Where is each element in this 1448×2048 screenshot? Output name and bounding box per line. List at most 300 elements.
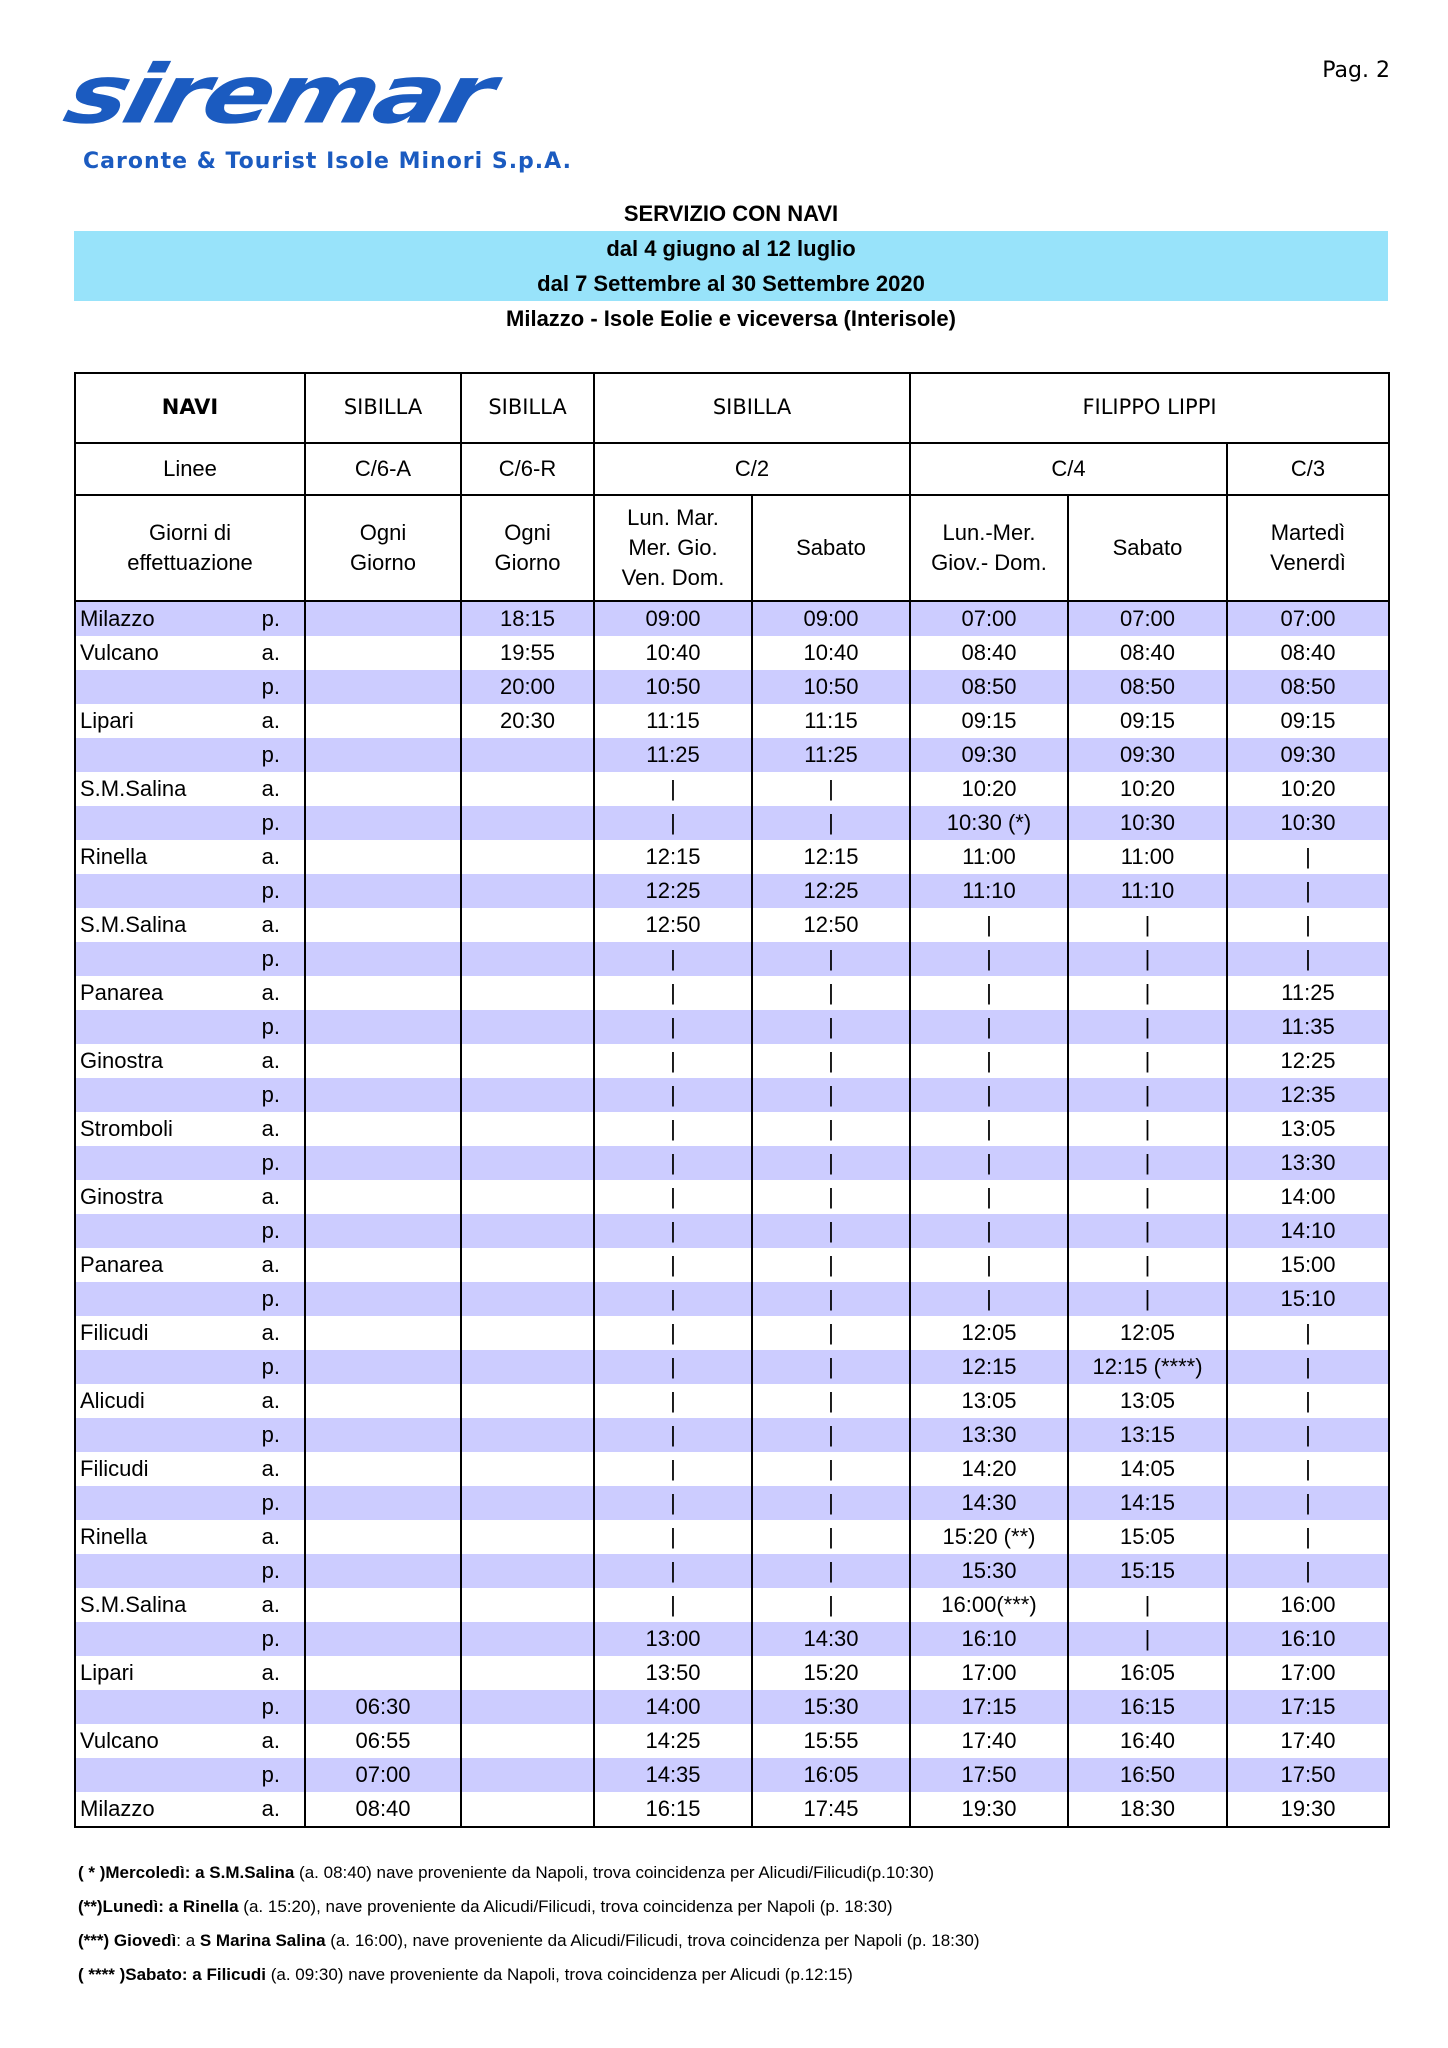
stop-type: a. bbox=[255, 636, 305, 670]
stop-type: a. bbox=[255, 1248, 305, 1282]
service-title: SERVIZIO CON NAVI bbox=[623, 201, 839, 226]
time-cell: | bbox=[752, 942, 910, 976]
giorni-label: Giorni di effettuazione bbox=[75, 495, 305, 601]
time-cell bbox=[461, 908, 594, 942]
station-name: Rinella bbox=[75, 1520, 255, 1554]
stop-type: a. bbox=[255, 840, 305, 874]
time-cell: 16:50 bbox=[1068, 1758, 1227, 1792]
time-cell bbox=[305, 601, 461, 636]
table-row bbox=[75, 908, 1389, 942]
route-title: Milazzo - Isole Eolie e viceversa (Interisole) bbox=[506, 306, 956, 331]
time-cell: | bbox=[594, 1044, 752, 1078]
time-cell bbox=[305, 1418, 461, 1452]
time-cell: 14:20 bbox=[910, 1452, 1068, 1486]
time-cell: 08:40 bbox=[910, 636, 1068, 670]
time-cell: | bbox=[594, 976, 752, 1010]
stop-type: a. bbox=[255, 976, 305, 1010]
station-name: Vulcano bbox=[75, 636, 255, 670]
time-cell: 13:05 bbox=[1068, 1384, 1227, 1418]
footnote-text: (a. 15:20), nave proveniente da Alicudi/Filicudi, trova coincidenza per Napoli (p. 18:30) bbox=[238, 1897, 893, 1916]
time-cell: 07:00 bbox=[305, 1758, 461, 1792]
table-row bbox=[75, 601, 1389, 636]
time-cell bbox=[461, 1792, 594, 1827]
footnote-text: (a. 16:00), nave proveniente da Alicudi/Filicudi, trova coincidenza per Napoli (p. 18:30) bbox=[325, 1931, 980, 1950]
stop-type: p. bbox=[255, 1418, 305, 1452]
stop-type: p. bbox=[255, 601, 305, 636]
station-name bbox=[75, 1146, 255, 1180]
footnote bbox=[78, 1964, 853, 1986]
time-cell: | bbox=[752, 1418, 910, 1452]
table-row bbox=[75, 1180, 1389, 1214]
time-cell: | bbox=[594, 1316, 752, 1350]
time-cell bbox=[461, 1078, 594, 1112]
time-cell: | bbox=[752, 806, 910, 840]
time-cell: 06:55 bbox=[305, 1724, 461, 1758]
footnote-bold-text: (***) Giovedì bbox=[78, 1931, 177, 1950]
table-row bbox=[75, 1452, 1389, 1486]
time-cell: 10:30 bbox=[1227, 806, 1389, 840]
time-cell: | bbox=[1068, 942, 1227, 976]
time-cell bbox=[305, 1350, 461, 1384]
table-row bbox=[75, 1350, 1389, 1384]
time-cell: 12:15 bbox=[910, 1350, 1068, 1384]
stop-type: a. bbox=[255, 1724, 305, 1758]
time-cell: 14:05 bbox=[1068, 1452, 1227, 1486]
time-cell: | bbox=[594, 772, 752, 806]
stop-type: p. bbox=[255, 1690, 305, 1724]
time-cell: 09:15 bbox=[1068, 704, 1227, 738]
time-cell: | bbox=[910, 1078, 1068, 1112]
line-cell: C/2 bbox=[594, 443, 910, 495]
timetable bbox=[74, 372, 1390, 1828]
time-cell bbox=[461, 840, 594, 874]
time-cell: 16:10 bbox=[1227, 1622, 1389, 1656]
time-cell bbox=[461, 1112, 594, 1146]
time-cell: 16:15 bbox=[1068, 1690, 1227, 1724]
time-cell: | bbox=[752, 1214, 910, 1248]
time-cell: 12:05 bbox=[910, 1316, 1068, 1350]
line-cell: C/6-A bbox=[305, 443, 461, 495]
days-cell: Lun.-Mer. Giov.- Dom. bbox=[910, 495, 1068, 601]
time-cell: | bbox=[1227, 840, 1389, 874]
time-cell bbox=[305, 806, 461, 840]
time-cell: 14:25 bbox=[594, 1724, 752, 1758]
time-cell: 14:00 bbox=[594, 1690, 752, 1724]
stop-type: a. bbox=[255, 1792, 305, 1827]
time-cell: | bbox=[752, 1520, 910, 1554]
time-cell: 19:30 bbox=[910, 1792, 1068, 1827]
table-row bbox=[75, 1078, 1389, 1112]
time-cell: 08:40 bbox=[1227, 636, 1389, 670]
time-cell: | bbox=[594, 1010, 752, 1044]
table-row bbox=[75, 1724, 1389, 1758]
time-cell: 13:05 bbox=[1227, 1112, 1389, 1146]
time-cell bbox=[461, 1044, 594, 1078]
time-cell: 10:20 bbox=[1227, 772, 1389, 806]
table-row bbox=[75, 1656, 1389, 1690]
time-cell bbox=[461, 1622, 594, 1656]
time-cell: | bbox=[1227, 1452, 1389, 1486]
footnote-bold-text: ( * )Mercoledì: a S.M.Salina bbox=[78, 1863, 295, 1882]
time-cell: | bbox=[1068, 1010, 1227, 1044]
station-name bbox=[75, 1486, 255, 1520]
table-row bbox=[75, 806, 1389, 840]
time-cell: 19:55 bbox=[461, 636, 594, 670]
time-cell: 11:15 bbox=[752, 704, 910, 738]
time-cell: 17:00 bbox=[1227, 1656, 1389, 1690]
station-name: Lipari bbox=[75, 1656, 255, 1690]
time-cell bbox=[305, 942, 461, 976]
time-cell bbox=[461, 1486, 594, 1520]
time-cell: 16:00 bbox=[1227, 1588, 1389, 1622]
time-cell bbox=[305, 1078, 461, 1112]
time-cell bbox=[305, 636, 461, 670]
time-cell bbox=[305, 1282, 461, 1316]
time-cell bbox=[461, 1724, 594, 1758]
time-cell: 16:10 bbox=[910, 1622, 1068, 1656]
line-cell: C/3 bbox=[1227, 443, 1389, 495]
footnote-text: (a. 08:40) nave proveniente da Napoli, trova coincidenza per Alicudi/Filicudi(p.10:30) bbox=[294, 1863, 935, 1882]
time-cell: | bbox=[752, 772, 910, 806]
time-cell: 13:30 bbox=[1227, 1146, 1389, 1180]
time-cell bbox=[461, 1758, 594, 1792]
date-range-2: dal 7 Settembre al 30 Settembre 2020 bbox=[537, 271, 925, 296]
days-cell: Lun. Mar. Mer. Gio. Ven. Dom. bbox=[594, 495, 752, 601]
stop-type: p. bbox=[255, 1350, 305, 1384]
time-cell: 12:25 bbox=[752, 874, 910, 908]
table-row bbox=[75, 874, 1389, 908]
days-cell: Ogni Giorno bbox=[305, 495, 461, 601]
stop-type: p. bbox=[255, 1486, 305, 1520]
time-cell bbox=[305, 1486, 461, 1520]
logo-wordmark: siremar bbox=[56, 47, 502, 143]
table-row bbox=[75, 1418, 1389, 1452]
time-cell bbox=[461, 1350, 594, 1384]
stop-type: a. bbox=[255, 1180, 305, 1214]
table-row bbox=[75, 772, 1389, 806]
station-name bbox=[75, 1078, 255, 1112]
time-cell: 13:00 bbox=[594, 1622, 752, 1656]
time-cell: | bbox=[910, 1180, 1068, 1214]
footnote-text: (a. 09:30) nave proveniente da Napoli, trova coincidenza per Alicudi (p.12:15) bbox=[265, 1965, 853, 1984]
time-cell bbox=[461, 1010, 594, 1044]
time-cell: | bbox=[752, 1452, 910, 1486]
time-cell: | bbox=[594, 1452, 752, 1486]
time-cell: 19:30 bbox=[1227, 1792, 1389, 1827]
station-name bbox=[75, 738, 255, 772]
time-cell: 11:25 bbox=[1227, 976, 1389, 1010]
stop-type: p. bbox=[255, 1078, 305, 1112]
time-cell: 13:05 bbox=[910, 1384, 1068, 1418]
time-cell: | bbox=[1227, 1384, 1389, 1418]
time-cell bbox=[461, 1282, 594, 1316]
stop-type: a. bbox=[255, 1044, 305, 1078]
time-cell: | bbox=[1227, 1316, 1389, 1350]
time-cell: | bbox=[1068, 1282, 1227, 1316]
table-row bbox=[75, 1010, 1389, 1044]
time-cell bbox=[305, 1044, 461, 1078]
time-cell: | bbox=[752, 1078, 910, 1112]
time-cell bbox=[461, 1180, 594, 1214]
station-name: Vulcano bbox=[75, 1724, 255, 1758]
stop-type: a. bbox=[255, 908, 305, 942]
time-cell: 20:30 bbox=[461, 704, 594, 738]
time-cell: | bbox=[752, 1384, 910, 1418]
station-name: Panarea bbox=[75, 976, 255, 1010]
time-cell: 10:20 bbox=[910, 772, 1068, 806]
time-cell: 07:00 bbox=[910, 601, 1068, 636]
time-cell: 15:30 bbox=[910, 1554, 1068, 1588]
time-cell: | bbox=[752, 1248, 910, 1282]
time-cell bbox=[305, 1248, 461, 1282]
time-cell bbox=[461, 1452, 594, 1486]
time-cell: | bbox=[594, 1520, 752, 1554]
stop-type: a. bbox=[255, 1588, 305, 1622]
time-cell: 14:30 bbox=[752, 1622, 910, 1656]
time-cell: | bbox=[594, 1180, 752, 1214]
time-cell: 15:20 (**) bbox=[910, 1520, 1068, 1554]
time-cell: 10:40 bbox=[594, 636, 752, 670]
station-name bbox=[75, 1758, 255, 1792]
time-cell: 15:55 bbox=[752, 1724, 910, 1758]
time-cell: 17:50 bbox=[1227, 1758, 1389, 1792]
time-cell: | bbox=[752, 1486, 910, 1520]
time-cell: | bbox=[1227, 1418, 1389, 1452]
time-cell: 12:15 bbox=[752, 840, 910, 874]
time-cell: | bbox=[594, 1146, 752, 1180]
time-cell: | bbox=[594, 1112, 752, 1146]
time-cell: 15:30 bbox=[752, 1690, 910, 1724]
time-cell: 06:30 bbox=[305, 1690, 461, 1724]
time-cell: | bbox=[910, 976, 1068, 1010]
header-row-lines bbox=[75, 443, 1389, 495]
footnote bbox=[78, 1862, 934, 1884]
time-cell bbox=[305, 772, 461, 806]
time-cell: 09:15 bbox=[910, 704, 1068, 738]
linee-label: Linee bbox=[75, 443, 305, 495]
time-cell: 08:50 bbox=[1068, 670, 1227, 704]
stop-type: p. bbox=[255, 874, 305, 908]
station-name: Panarea bbox=[75, 1248, 255, 1282]
time-cell: 11:25 bbox=[594, 738, 752, 772]
time-cell bbox=[305, 1520, 461, 1554]
station-name bbox=[75, 874, 255, 908]
station-name: Milazzo bbox=[75, 601, 255, 636]
time-cell: | bbox=[1068, 1044, 1227, 1078]
time-cell: 12:25 bbox=[594, 874, 752, 908]
time-cell: 12:50 bbox=[752, 908, 910, 942]
time-cell: 14:00 bbox=[1227, 1180, 1389, 1214]
stop-type: p. bbox=[255, 942, 305, 976]
time-cell: 10:40 bbox=[752, 636, 910, 670]
time-cell: 11:00 bbox=[910, 840, 1068, 874]
table-row bbox=[75, 840, 1389, 874]
line-cell: C/4 bbox=[910, 443, 1227, 495]
time-cell bbox=[461, 1656, 594, 1690]
table-row bbox=[75, 670, 1389, 704]
time-cell: 09:00 bbox=[594, 601, 752, 636]
time-cell bbox=[461, 976, 594, 1010]
time-cell bbox=[461, 772, 594, 806]
header-row-ships bbox=[75, 373, 1389, 443]
station-name: S.M.Salina bbox=[75, 1588, 255, 1622]
time-cell: | bbox=[1227, 942, 1389, 976]
time-cell: | bbox=[1068, 976, 1227, 1010]
time-cell: | bbox=[594, 1282, 752, 1316]
navi-label: NAVI bbox=[75, 373, 305, 443]
table-row bbox=[75, 1384, 1389, 1418]
stop-type: p. bbox=[255, 1282, 305, 1316]
time-cell: | bbox=[910, 1010, 1068, 1044]
time-cell: | bbox=[1068, 908, 1227, 942]
time-cell: | bbox=[752, 1044, 910, 1078]
time-cell: 09:30 bbox=[910, 738, 1068, 772]
station-name: Milazzo bbox=[75, 1792, 255, 1827]
time-cell: 11:25 bbox=[752, 738, 910, 772]
time-cell bbox=[305, 1384, 461, 1418]
station-name bbox=[75, 1418, 255, 1452]
stop-type: p. bbox=[255, 1758, 305, 1792]
time-cell: | bbox=[1068, 1078, 1227, 1112]
time-cell: 10:30 (*) bbox=[910, 806, 1068, 840]
time-cell: | bbox=[752, 1316, 910, 1350]
stop-type: a. bbox=[255, 772, 305, 806]
days-cell: Sabato bbox=[1068, 495, 1227, 601]
time-cell: 07:00 bbox=[1068, 601, 1227, 636]
time-cell: 12:15 (****) bbox=[1068, 1350, 1227, 1384]
table-row bbox=[75, 942, 1389, 976]
time-cell bbox=[305, 1112, 461, 1146]
time-cell bbox=[305, 1214, 461, 1248]
time-cell: 11:10 bbox=[910, 874, 1068, 908]
station-name: Filicudi bbox=[75, 1316, 255, 1350]
time-cell: 14:10 bbox=[1227, 1214, 1389, 1248]
time-cell: 09:00 bbox=[752, 601, 910, 636]
time-cell: 20:00 bbox=[461, 670, 594, 704]
stop-type: a. bbox=[255, 1316, 305, 1350]
table-row bbox=[75, 1146, 1389, 1180]
time-cell: 12:15 bbox=[594, 840, 752, 874]
time-cell bbox=[461, 1146, 594, 1180]
time-cell: | bbox=[1068, 1112, 1227, 1146]
station-name bbox=[75, 1282, 255, 1316]
station-name bbox=[75, 1350, 255, 1384]
footnote bbox=[78, 1930, 979, 1952]
time-cell: | bbox=[594, 1078, 752, 1112]
time-cell bbox=[461, 1418, 594, 1452]
time-cell bbox=[305, 1452, 461, 1486]
station-name: Ginostra bbox=[75, 1044, 255, 1078]
time-cell bbox=[461, 806, 594, 840]
station-name bbox=[75, 1010, 255, 1044]
time-cell: | bbox=[594, 1588, 752, 1622]
time-cell: 10:20 bbox=[1068, 772, 1227, 806]
time-cell bbox=[461, 1554, 594, 1588]
time-cell: 16:40 bbox=[1068, 1724, 1227, 1758]
time-cell: 10:50 bbox=[594, 670, 752, 704]
time-cell: 14:35 bbox=[594, 1758, 752, 1792]
header-row-days bbox=[75, 495, 1389, 601]
ship-cell: FILIPPO LIPPI bbox=[910, 373, 1389, 443]
time-cell bbox=[461, 1588, 594, 1622]
time-cell: | bbox=[1068, 1248, 1227, 1282]
table-row bbox=[75, 1520, 1389, 1554]
stop-type: a. bbox=[255, 704, 305, 738]
time-cell: | bbox=[752, 1350, 910, 1384]
station-name bbox=[75, 1622, 255, 1656]
station-name bbox=[75, 806, 255, 840]
table-row bbox=[75, 738, 1389, 772]
stop-type: p. bbox=[255, 738, 305, 772]
page-number: Pag. 2 bbox=[1322, 58, 1390, 83]
time-cell: 13:15 bbox=[1068, 1418, 1227, 1452]
table-row bbox=[75, 1044, 1389, 1078]
time-cell: 12:35 bbox=[1227, 1078, 1389, 1112]
time-cell: | bbox=[910, 908, 1068, 942]
table-row bbox=[75, 1588, 1389, 1622]
time-cell bbox=[305, 874, 461, 908]
time-cell bbox=[305, 1554, 461, 1588]
time-cell bbox=[461, 1214, 594, 1248]
date-range-1: dal 4 giugno al 12 luglio bbox=[606, 236, 856, 261]
time-cell: | bbox=[752, 1180, 910, 1214]
time-cell: | bbox=[752, 976, 910, 1010]
time-cell: 15:00 bbox=[1227, 1248, 1389, 1282]
table-row bbox=[75, 976, 1389, 1010]
time-cell: 12:50 bbox=[594, 908, 752, 942]
stop-type: p. bbox=[255, 806, 305, 840]
time-cell: | bbox=[594, 1350, 752, 1384]
table-row bbox=[75, 1486, 1389, 1520]
station-name: Alicudi bbox=[75, 1384, 255, 1418]
time-cell: 14:15 bbox=[1068, 1486, 1227, 1520]
time-cell: | bbox=[594, 1418, 752, 1452]
station-name: Rinella bbox=[75, 840, 255, 874]
time-cell bbox=[461, 942, 594, 976]
table-row bbox=[75, 704, 1389, 738]
station-name: Ginostra bbox=[75, 1180, 255, 1214]
table-row bbox=[75, 1112, 1389, 1146]
time-cell: | bbox=[1068, 1214, 1227, 1248]
time-cell: | bbox=[752, 1554, 910, 1588]
time-cell bbox=[461, 1248, 594, 1282]
time-cell: | bbox=[752, 1588, 910, 1622]
table-row bbox=[75, 1554, 1389, 1588]
time-cell bbox=[461, 1520, 594, 1554]
ship-cell: SIBILLA bbox=[594, 373, 910, 443]
time-cell: 11:15 bbox=[594, 704, 752, 738]
time-cell: 17:15 bbox=[1227, 1690, 1389, 1724]
time-cell: | bbox=[910, 1146, 1068, 1180]
stop-type: a. bbox=[255, 1520, 305, 1554]
table-row bbox=[75, 1690, 1389, 1724]
time-cell: | bbox=[752, 1282, 910, 1316]
time-cell bbox=[305, 1010, 461, 1044]
time-cell: 08:50 bbox=[910, 670, 1068, 704]
time-cell: | bbox=[1227, 1350, 1389, 1384]
time-cell: | bbox=[1227, 1486, 1389, 1520]
stop-type: p. bbox=[255, 1554, 305, 1588]
time-cell: 08:40 bbox=[305, 1792, 461, 1827]
footnote-bold-text: (**)Lunedì: a Rinella bbox=[78, 1897, 239, 1916]
stop-type: p. bbox=[255, 1214, 305, 1248]
time-cell: | bbox=[1068, 1146, 1227, 1180]
time-cell bbox=[305, 1180, 461, 1214]
footnote-bold-text: S Marina Salina bbox=[199, 1931, 326, 1950]
time-cell: | bbox=[752, 1010, 910, 1044]
time-cell: 07:00 bbox=[1227, 601, 1389, 636]
time-cell: 17:15 bbox=[910, 1690, 1068, 1724]
